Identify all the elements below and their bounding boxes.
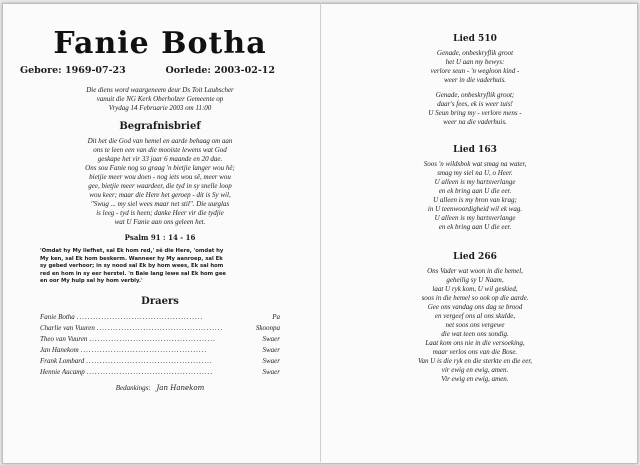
verse-line: Gee ons vandag ons dag se brood <box>427 303 523 311</box>
verse-line: U alleen is my hartsverlange <box>434 178 516 186</box>
verse-line: U Seun bring my - verlore mens - <box>428 109 522 117</box>
verse-line: Vir ewig en ewig, amen. <box>441 375 509 383</box>
verse-line: geheilig sy U Naam, <box>446 276 504 284</box>
verse-line: vir ewig en ewig, amen. <box>441 366 509 374</box>
bearer-name: Fanie Botha <box>40 312 75 321</box>
verse-line: maar verlos ons van die Bose. <box>432 348 518 356</box>
burial-letter-text <box>40 137 280 227</box>
death-date: Oorlede: 2003-02-12 <box>165 65 275 76</box>
bearers-list <box>40 312 280 378</box>
text-line: is leeg - tyd is heen; danke Heer vir die tydjie <box>96 209 224 217</box>
bearer-relation: Skoonpa <box>255 323 280 332</box>
text-line: geskape het vir 33 jaar 6 maande en 20 dae. <box>97 155 223 163</box>
verse-line: Ons Vader wat woon in die hemel, <box>427 267 523 275</box>
verse-line: verlore seun - 'n weglooп kind - <box>430 67 520 75</box>
verse-line: die wat teen ons sondig. <box>441 330 509 338</box>
leader-dots: .............................................. <box>86 356 213 365</box>
thanks-signature: Jan Hanekom <box>156 383 205 392</box>
verse-line: smag my siel na U, o Heer. <box>437 169 513 177</box>
text-line: wat U Fanie aan ons geleen het. <box>114 218 206 226</box>
verse-line: weer na die vaderhuis. <box>443 118 507 126</box>
bearer-row <box>40 334 280 345</box>
verse-line: net soos ons vergewe <box>445 321 505 329</box>
bearer-relation: Swaer <box>262 345 280 354</box>
verse-line: Genade, onbeskryflik groot; <box>435 91 515 99</box>
verse-line: en vergeef ons al ons skulde, <box>434 312 516 320</box>
text-line: "Swug ... my siel wees maar net stil". Die uurglas <box>90 200 230 208</box>
deceased-name: Fanie Botha <box>53 26 267 61</box>
psalm-text <box>40 248 280 286</box>
bearers-heading: Draers <box>141 295 179 307</box>
text-line: My ken, sal Ek hom beskerm. Wanneer hy My aanroep, sal Ek <box>40 255 223 262</box>
acknowledgements <box>40 384 280 392</box>
verse-line: laat U ryk kom, U wil geskied, <box>432 285 518 293</box>
page-fold <box>320 3 321 462</box>
leader-dots: .............................................. <box>76 312 204 321</box>
bearer-relation: Pa <box>272 312 280 321</box>
text-line: red en hom in sy eer herstel. 'n Baie lang lewe sal Ek hom gee <box>40 270 227 277</box>
thanks-label: Bedankings: <box>115 383 151 392</box>
hymn-510-title: Lied 510 <box>453 34 497 44</box>
text-line: sy gebed verhoor; in sy nood sal Ek by hom wees, Ek sal hom <box>40 263 224 269</box>
text-line: bietjie meer wou doen - nog iets wou sê, meer wou <box>89 173 231 181</box>
leader-dots: .............................................. <box>86 367 214 376</box>
hymn-266-text <box>370 267 580 384</box>
verse-line: Soos 'n wildsbok wat smag na water, <box>423 160 527 168</box>
bearer-row <box>40 356 280 367</box>
left-page <box>20 22 280 392</box>
leader-dots: .............................................. <box>96 323 224 332</box>
bearer-name: Hennie Aucamp <box>40 367 85 376</box>
life-dates <box>20 65 275 76</box>
text-line: ons te leen een van die mooiste lewens wat God <box>93 146 227 154</box>
bearer-relation: Swaer <box>262 356 280 365</box>
verse-line: in U teenwoordigheid wil ek wag. <box>427 205 523 213</box>
hymn-266-title: Lied 266 <box>453 252 497 262</box>
birth-date: Gebore: 1969-07-23 <box>20 65 126 76</box>
bearer-row <box>40 312 280 323</box>
verse-line: en ek bring aan U die eer. <box>438 187 512 195</box>
leader-dots: .............................................. <box>80 345 208 354</box>
psalm-reference: Psalm 91 : 14 - 16 <box>124 233 196 242</box>
bearer-name: Theo van Vuuren <box>40 334 88 343</box>
bearer-relation: Swaer <box>262 334 280 343</box>
hymn-510-verse-1 <box>370 49 580 85</box>
verse-line: Laat kom ons nie in die versoeking, <box>425 339 525 347</box>
text-line: Dit het die God van hemel en aarde behaag om aan <box>87 137 233 145</box>
service-line: Die diens word waargeneem deur Ds Toit Laubscher <box>86 86 234 94</box>
text-line: wou keer; maar die Here het geroep - dit is Sy wil, <box>89 191 231 199</box>
verse-line: Genade, onbeskryflik groot <box>436 49 514 57</box>
bearer-row <box>40 323 280 334</box>
verse-line: U alleen is my bron van krag; <box>433 196 517 204</box>
hymn-163-text <box>370 160 580 232</box>
leader-dots: .............................................. <box>89 334 216 343</box>
service-details <box>40 86 280 113</box>
bearer-relation: Swaer <box>262 367 280 376</box>
service-line: Vrydag 14 Februarie 2003 om 11:00 <box>108 104 212 112</box>
verse-line: daar's fees, ek is weer tuis! <box>437 100 513 108</box>
bearer-name: Jan Hanekom <box>40 345 79 354</box>
hymn-163-title: Lied 163 <box>453 145 497 155</box>
verse-line: Van U is die ryk en die sterkte en die eer, <box>417 357 533 365</box>
right-page <box>370 30 580 384</box>
burial-letter-heading: Begrafnisbrief <box>119 121 201 132</box>
text-line: 'Omdat hy My liefhet, sal Ek hom red,' sê die Here, 'omdat hy <box>40 248 224 254</box>
verse-line: en ek bring aan U die eer. <box>438 223 512 231</box>
service-line: vanuit die NG Kerk Oberholzer Gemeente op <box>96 95 224 103</box>
text-line: gee, bietjie meer waardeer, die tyd in sy snelle loop <box>88 182 232 190</box>
verse-line: U alleen is my hartsverlange <box>434 214 516 222</box>
verse-line: weer in die vaderhuis. <box>443 76 507 84</box>
bearer-row <box>40 367 280 378</box>
verse-line: soos in die hemel so ook op die aarde. <box>421 294 529 302</box>
hymn-510-verse-2 <box>370 91 580 127</box>
verse-line: het U aan my bewys: <box>445 58 505 66</box>
bearer-row <box>40 345 280 356</box>
text-line: Ons sou Fanie nog so graag 'n bietjie langer wou hê; <box>85 164 235 172</box>
text-line: en oor My hulp sal hy hom verbly.' <box>40 278 143 284</box>
bearer-name: Frank Lombard <box>40 356 85 365</box>
bearer-name: Charlie van Vuuren <box>40 323 95 332</box>
